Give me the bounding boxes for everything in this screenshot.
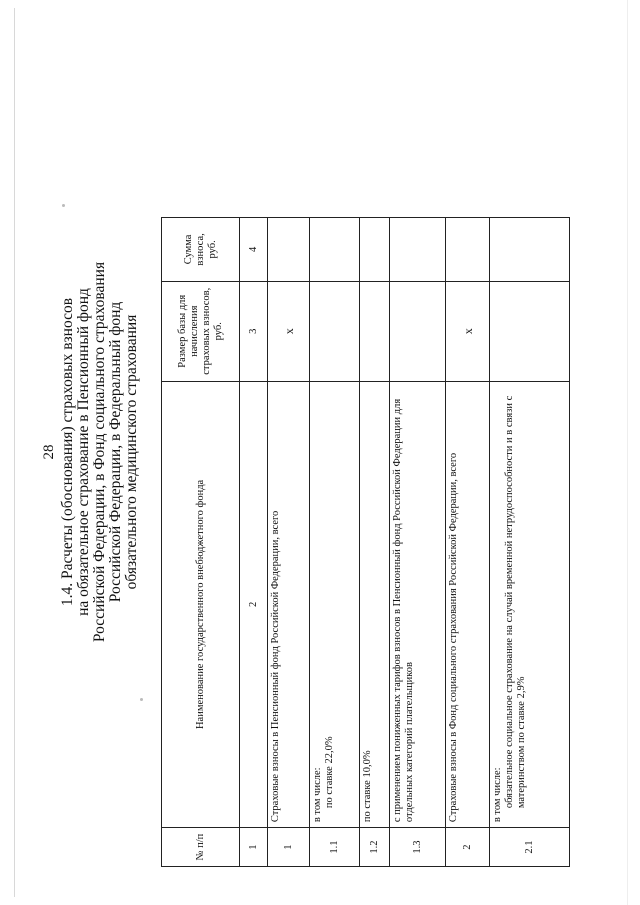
row-sum bbox=[360, 218, 390, 282]
table-row bbox=[446, 218, 490, 867]
table-row bbox=[390, 218, 446, 867]
row-base: х bbox=[446, 281, 490, 381]
row-base bbox=[490, 281, 570, 381]
section-title bbox=[60, 37, 140, 867]
row-name-text: в том числе: bbox=[312, 767, 323, 823]
scan-left-edge bbox=[14, 8, 15, 897]
row-num: 2.1 bbox=[490, 828, 570, 867]
index-row bbox=[240, 218, 268, 867]
table-row bbox=[268, 218, 310, 867]
row-sum bbox=[446, 218, 490, 282]
row-sum bbox=[268, 218, 310, 282]
row-name: Страховые взносы в Фонд социального страхования Российской Федерации, всего bbox=[446, 381, 490, 828]
row-num: 1.1 bbox=[310, 828, 360, 867]
table-row bbox=[490, 218, 570, 867]
page-number: 28 bbox=[41, 444, 57, 460]
title-line-3: Российской Федерации, в Фонд социального страхования bbox=[91, 261, 108, 643]
title-line-1: 1.4. Расчеты (обоснования) страховых взносов bbox=[59, 297, 76, 607]
header-num: № п/п bbox=[162, 828, 240, 867]
index-cell: 4 bbox=[240, 218, 268, 282]
row-base bbox=[310, 281, 360, 381]
row-num: 1 bbox=[268, 828, 310, 867]
row-sub-text: по ставке 22,0% bbox=[324, 736, 335, 809]
row-base bbox=[390, 281, 446, 381]
row-num: 2 bbox=[446, 828, 490, 867]
index-cell: 1 bbox=[240, 828, 268, 867]
row-name-text: в том числе: bbox=[492, 767, 503, 823]
rotated-page-content bbox=[33, 37, 535, 867]
title-line-5: обязательного медицинского страхования bbox=[123, 314, 140, 590]
row-num: 1.3 bbox=[390, 828, 446, 867]
row-name bbox=[490, 381, 570, 828]
row-sum bbox=[490, 218, 570, 282]
header-sum: Сумма взноса, руб. bbox=[162, 218, 240, 282]
table-row bbox=[360, 218, 390, 867]
row-base bbox=[360, 281, 390, 381]
table-row bbox=[310, 218, 360, 867]
row-base: х bbox=[268, 281, 310, 381]
title-line-4: Российской Федерации, в Федеральный фонд bbox=[107, 301, 124, 603]
row-sum bbox=[390, 218, 446, 282]
row-sub-text: обязательное социальное страхование на случай временной нетрудоспособности и в связи с материнством по ставке 2,9% bbox=[504, 395, 527, 809]
header-base: Размер базы для начисления страховых взносов, руб. bbox=[162, 281, 240, 381]
row-name bbox=[310, 381, 360, 828]
index-cell: 3 bbox=[240, 281, 268, 381]
index-cell: 2 bbox=[240, 381, 268, 828]
scan-right-edge bbox=[627, 0, 628, 905]
row-name: Страховые взносы в Пенсионный фонд Российской Федерации, всего bbox=[268, 381, 310, 828]
header-row bbox=[162, 218, 240, 867]
insurance-contributions-table bbox=[161, 217, 570, 867]
row-name: по ставке 10,0% bbox=[360, 381, 390, 828]
row-num: 1.2 bbox=[360, 828, 390, 867]
row-sum bbox=[310, 218, 360, 282]
header-name: Наименование государственного внебюджетного фонда bbox=[162, 381, 240, 828]
row-name: с применением пониженных тарифов взносов в Пенсионный фонд Российской Федерации для отдельных категорий плательщиков bbox=[390, 381, 446, 828]
title-line-2: на обязательное страхование в Пенсионный фонд bbox=[75, 288, 92, 616]
